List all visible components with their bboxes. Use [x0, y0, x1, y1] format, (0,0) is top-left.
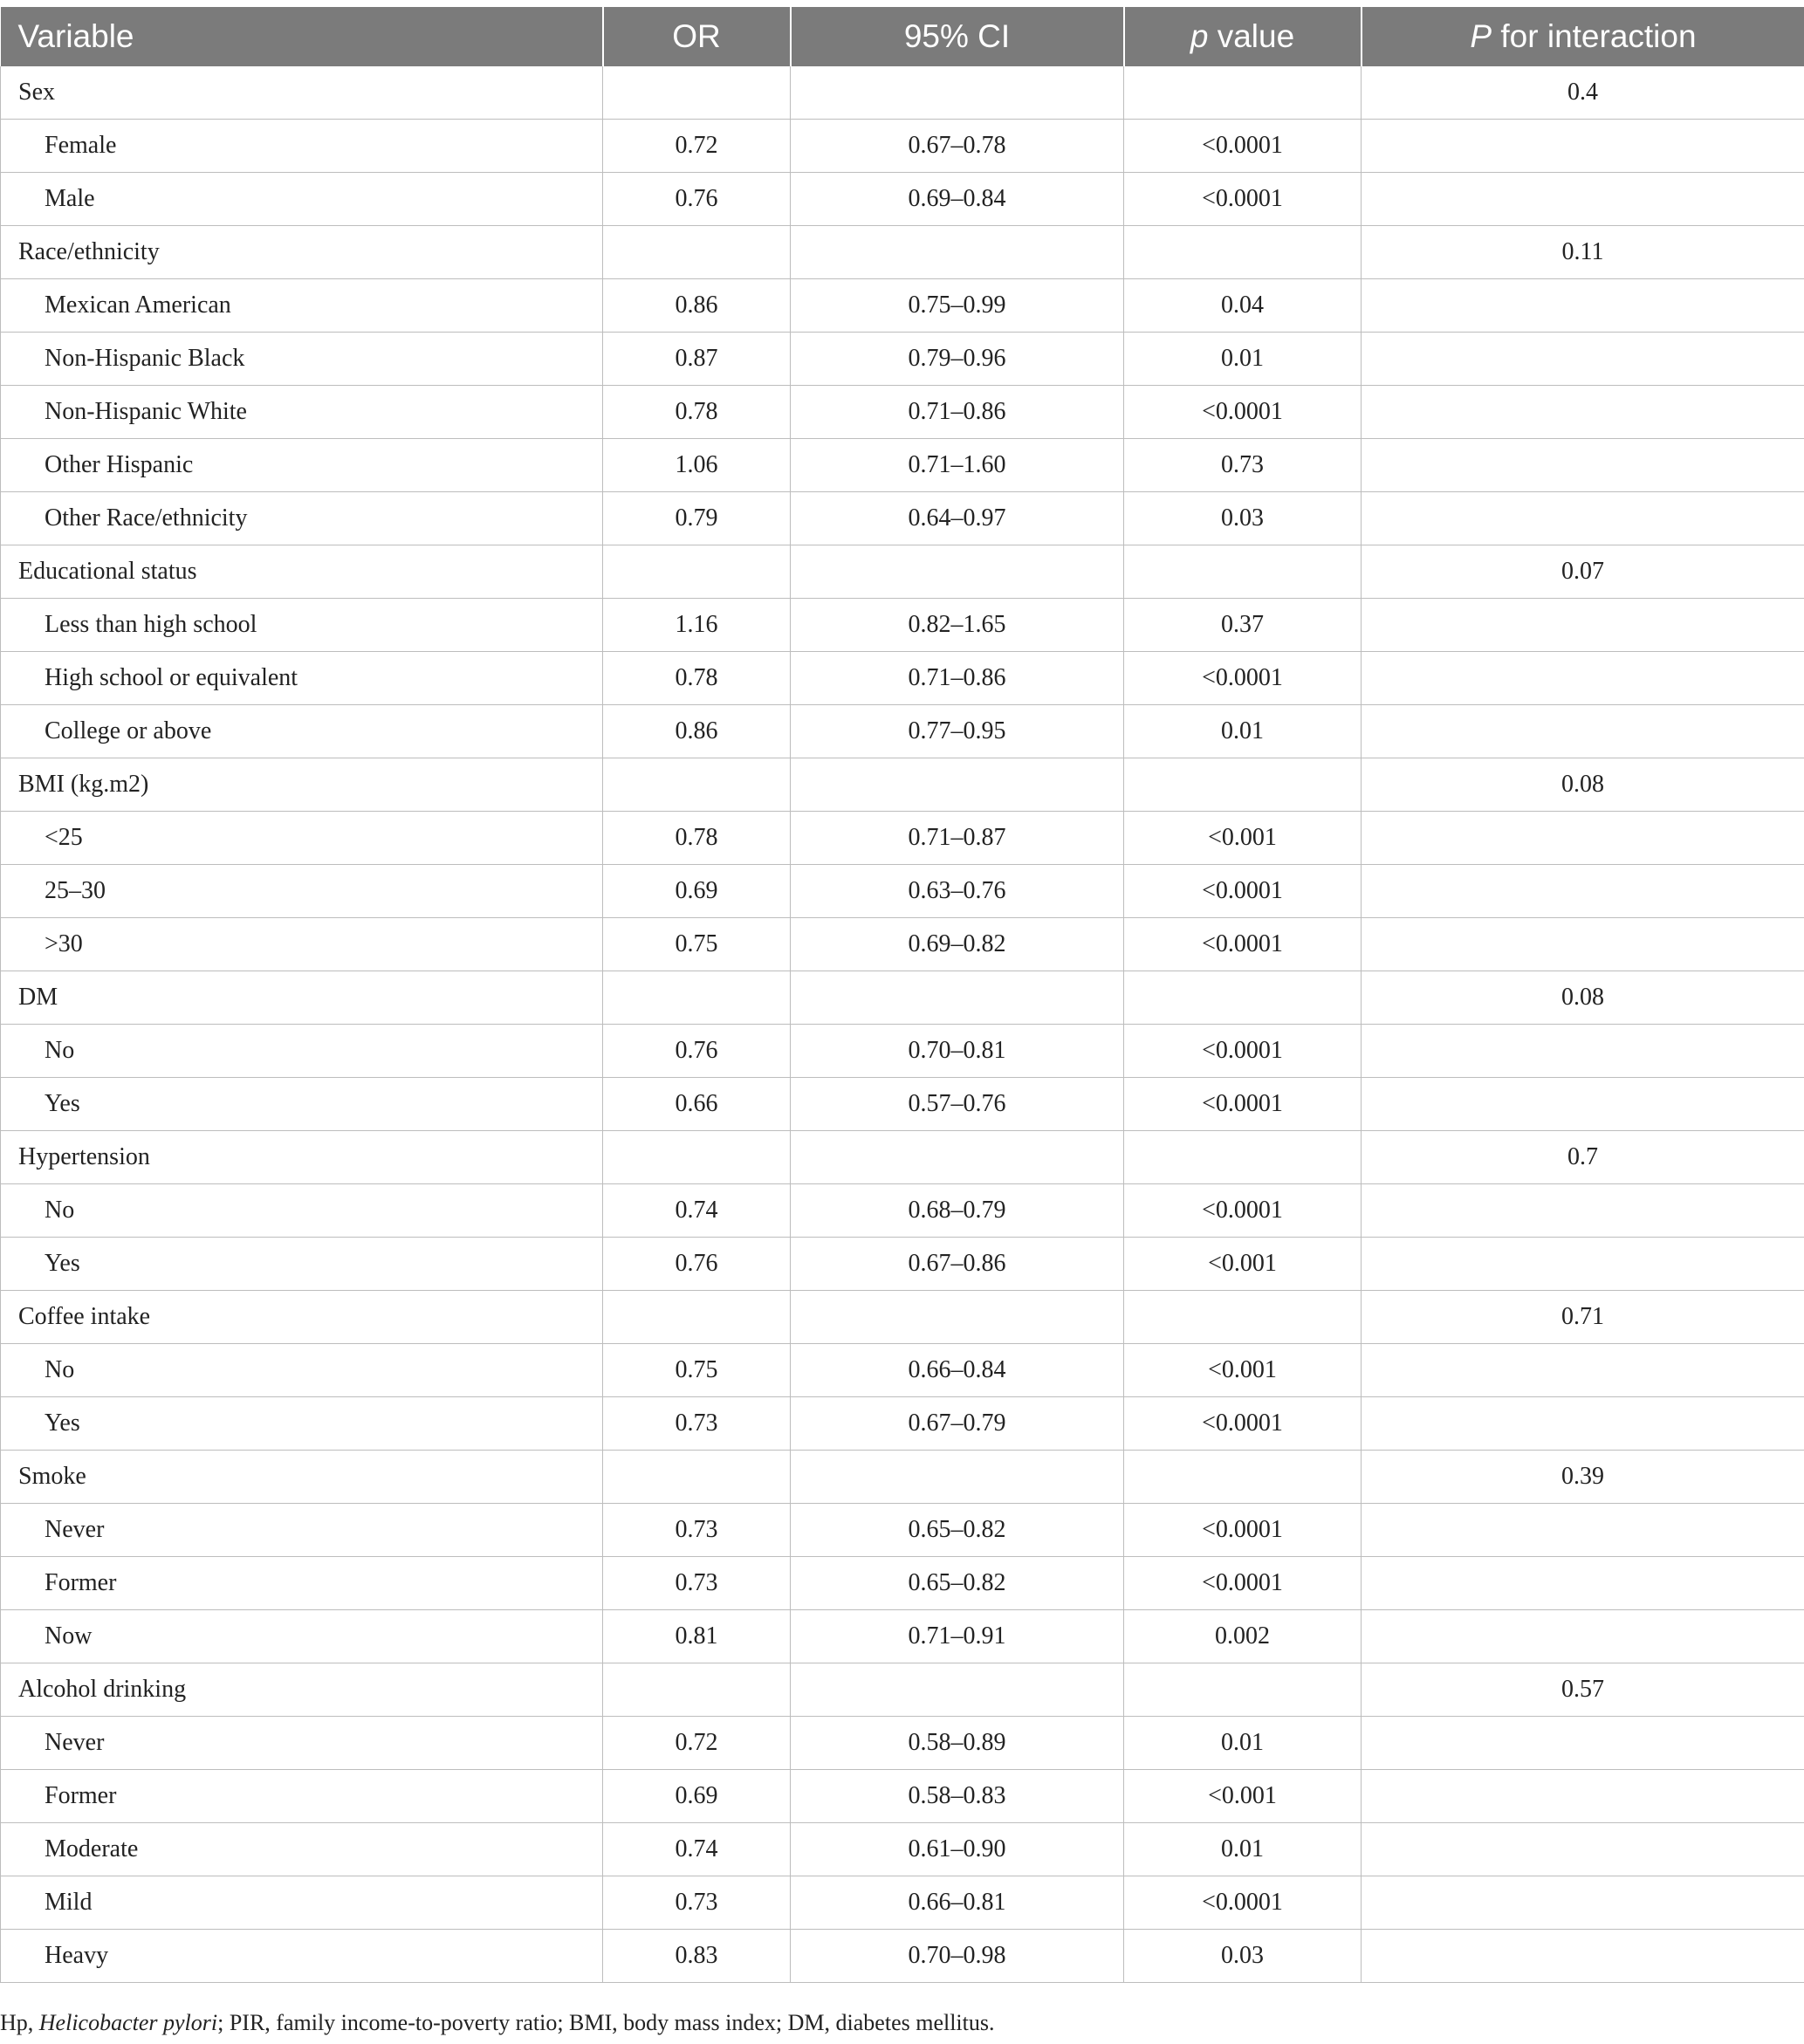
cell-ci: 0.63–0.76 [791, 865, 1124, 918]
footnote-part2: ; PIR, family income-to-poverty ratio; BMI, body mass index; DM, diabetes mellitus. [217, 2010, 995, 2035]
cell-or: 0.75 [603, 918, 791, 971]
cell-p-interaction [1362, 812, 1804, 865]
cell-ci: 0.65–0.82 [791, 1504, 1124, 1557]
cell-p-interaction [1362, 439, 1804, 492]
cell-p-value: <0.0001 [1124, 1078, 1362, 1131]
cell-variable: Smoke [1, 1451, 603, 1504]
cell-ci: 0.71–1.60 [791, 439, 1124, 492]
cell-p-interaction [1362, 1344, 1804, 1397]
cell-p-value: <0.0001 [1124, 1876, 1362, 1930]
cell-ci: 0.66–0.81 [791, 1876, 1124, 1930]
cell-p-interaction: 0.08 [1362, 971, 1804, 1025]
cell-or: 0.86 [603, 705, 791, 758]
cell-variable: 25–30 [1, 865, 603, 918]
cell-p-interaction [1362, 173, 1804, 226]
table-row [1, 1770, 1804, 1823]
cell-or: 0.73 [603, 1876, 791, 1930]
cell-ci: 0.70–0.81 [791, 1025, 1124, 1078]
table-row [1, 1078, 1804, 1131]
table-row [1, 1025, 1804, 1078]
cell-ci: 0.58–0.89 [791, 1717, 1124, 1770]
cell-p-interaction: 0.07 [1362, 545, 1804, 599]
cell-or: 0.86 [603, 279, 791, 333]
cell-p-value: 0.03 [1124, 492, 1362, 545]
cell-or: 1.06 [603, 439, 791, 492]
cell-p-interaction: 0.71 [1362, 1291, 1804, 1344]
cell-p-interaction [1362, 120, 1804, 173]
cell-p-interaction [1362, 1184, 1804, 1238]
cell-ci: 0.67–0.79 [791, 1397, 1124, 1451]
cell-ci: 0.67–0.78 [791, 120, 1124, 173]
table-row [1, 1184, 1804, 1238]
cell-or [603, 1131, 791, 1184]
cell-or: 0.73 [603, 1504, 791, 1557]
table-group-row [1, 971, 1804, 1025]
cell-or: 0.73 [603, 1397, 791, 1451]
cell-p-value: <0.001 [1124, 1344, 1362, 1397]
footnote-italic: Helicobacter pylori [38, 2010, 218, 2035]
header-p-value [1124, 7, 1362, 66]
cell-p-value: 0.01 [1124, 705, 1362, 758]
table-row [1, 812, 1804, 865]
cell-ci [791, 226, 1124, 279]
cell-p-value [1124, 1451, 1362, 1504]
cell-variable: No [1, 1025, 603, 1078]
cell-variable: Alcohol drinking [1, 1663, 603, 1717]
table-group-row [1, 1663, 1804, 1717]
cell-ci: 0.70–0.98 [791, 1930, 1124, 1983]
cell-p-value: 0.03 [1124, 1930, 1362, 1983]
table-row [1, 1823, 1804, 1876]
cell-p-value: <0.0001 [1124, 1184, 1362, 1238]
cell-variable: >30 [1, 918, 603, 971]
cell-ci: 0.79–0.96 [791, 333, 1124, 386]
cell-p-interaction [1362, 492, 1804, 545]
cell-ci: 0.71–0.91 [791, 1610, 1124, 1663]
table-row [1, 1930, 1804, 1983]
cell-p-interaction: 0.57 [1362, 1663, 1804, 1717]
cell-or: 0.74 [603, 1823, 791, 1876]
header-or: OR [603, 7, 791, 66]
cell-variable: High school or equivalent [1, 652, 603, 705]
cell-p-value: <0.0001 [1124, 652, 1362, 705]
table-row [1, 1557, 1804, 1610]
cell-or: 0.72 [603, 1717, 791, 1770]
cell-ci: 0.64–0.97 [791, 492, 1124, 545]
table-group-row [1, 1451, 1804, 1504]
cell-p-interaction [1362, 1610, 1804, 1663]
table-row [1, 705, 1804, 758]
cell-p-interaction [1362, 1823, 1804, 1876]
cell-p-value [1124, 1291, 1362, 1344]
cell-ci [791, 1291, 1124, 1344]
cell-or [603, 66, 791, 120]
header-p-interaction [1362, 7, 1804, 66]
cell-or: 0.78 [603, 652, 791, 705]
cell-p-value: <0.0001 [1124, 173, 1362, 226]
cell-ci: 0.69–0.84 [791, 173, 1124, 226]
cell-variable: Race/ethnicity [1, 226, 603, 279]
table-row [1, 386, 1804, 439]
cell-ci [791, 1131, 1124, 1184]
cell-p-value: <0.0001 [1124, 1504, 1362, 1557]
table-group-row [1, 1131, 1804, 1184]
cell-ci: 0.67–0.86 [791, 1238, 1124, 1291]
cell-or [603, 971, 791, 1025]
table-row [1, 865, 1804, 918]
cell-p-value [1124, 971, 1362, 1025]
cell-variable: No [1, 1184, 603, 1238]
cell-p-value: 0.01 [1124, 1717, 1362, 1770]
table-row [1, 1717, 1804, 1770]
header-pint-rest: for interaction [1492, 18, 1697, 54]
cell-ci: 0.71–0.87 [791, 812, 1124, 865]
table-row [1, 1504, 1804, 1557]
cell-ci [791, 66, 1124, 120]
cell-variable: Non-Hispanic Black [1, 333, 603, 386]
footnote-part1: Hp, [0, 2010, 39, 2035]
cell-or [603, 1663, 791, 1717]
cell-ci [791, 758, 1124, 812]
cell-variable: Never [1, 1504, 603, 1557]
cell-ci: 0.75–0.99 [791, 279, 1124, 333]
table-row [1, 1610, 1804, 1663]
table-row [1, 1397, 1804, 1451]
cell-variable: Yes [1, 1397, 603, 1451]
cell-ci [791, 1663, 1124, 1717]
cell-p-interaction [1362, 865, 1804, 918]
cell-variable: Sex [1, 66, 603, 120]
cell-ci: 0.66–0.84 [791, 1344, 1124, 1397]
cell-or: 0.81 [603, 1610, 791, 1663]
cell-variable: Heavy [1, 1930, 603, 1983]
cell-variable: Yes [1, 1238, 603, 1291]
cell-p-interaction [1362, 386, 1804, 439]
cell-variable: No [1, 1344, 603, 1397]
cell-or: 0.78 [603, 386, 791, 439]
cell-p-value [1124, 1663, 1362, 1717]
cell-variable: Yes [1, 1078, 603, 1131]
table-row [1, 279, 1804, 333]
cell-p-interaction: 0.7 [1362, 1131, 1804, 1184]
table-row [1, 120, 1804, 173]
table-row [1, 1876, 1804, 1930]
header-variable: Variable [1, 7, 603, 66]
cell-or: 0.66 [603, 1078, 791, 1131]
cell-variable: Female [1, 120, 603, 173]
table-footnote [0, 2010, 995, 2036]
header-row [1, 7, 1804, 66]
cell-p-interaction [1362, 1717, 1804, 1770]
cell-variable: Non-Hispanic White [1, 386, 603, 439]
cell-p-value: <0.001 [1124, 812, 1362, 865]
cell-p-value: <0.0001 [1124, 1397, 1362, 1451]
cell-p-interaction [1362, 1876, 1804, 1930]
table-group-row [1, 226, 1804, 279]
table-row [1, 439, 1804, 492]
cell-or: 0.74 [603, 1184, 791, 1238]
cell-ci: 0.77–0.95 [791, 705, 1124, 758]
cell-ci: 0.57–0.76 [791, 1078, 1124, 1131]
cell-p-interaction [1362, 1770, 1804, 1823]
table-row [1, 599, 1804, 652]
cell-ci [791, 1451, 1124, 1504]
cell-p-interaction [1362, 1238, 1804, 1291]
cell-variable: Male [1, 173, 603, 226]
cell-p-value: <0.0001 [1124, 386, 1362, 439]
cell-or: 0.69 [603, 865, 791, 918]
table-row [1, 173, 1804, 226]
cell-p-value: <0.0001 [1124, 865, 1362, 918]
cell-or [603, 1291, 791, 1344]
cell-or: 0.76 [603, 1238, 791, 1291]
cell-or [603, 758, 791, 812]
cell-p-interaction [1362, 1397, 1804, 1451]
cell-or [603, 545, 791, 599]
table-header [1, 7, 1804, 66]
header-p-rest: value [1208, 18, 1295, 54]
cell-variable: Moderate [1, 1823, 603, 1876]
cell-p-value: <0.0001 [1124, 918, 1362, 971]
cell-p-interaction [1362, 599, 1804, 652]
cell-p-interaction: 0.39 [1362, 1451, 1804, 1504]
cell-p-value [1124, 226, 1362, 279]
cell-or: 0.75 [603, 1344, 791, 1397]
cell-or: 0.76 [603, 1025, 791, 1078]
cell-or: 1.16 [603, 599, 791, 652]
cell-p-interaction [1362, 918, 1804, 971]
table-group-row [1, 66, 1804, 120]
cell-or: 0.73 [603, 1557, 791, 1610]
cell-or: 0.83 [603, 1930, 791, 1983]
cell-p-interaction: 0.08 [1362, 758, 1804, 812]
cell-variable: Mexican American [1, 279, 603, 333]
cell-variable: Hypertension [1, 1131, 603, 1184]
table-group-row [1, 1291, 1804, 1344]
cell-variable: Educational status [1, 545, 603, 599]
cell-p-interaction [1362, 1930, 1804, 1983]
cell-ci [791, 545, 1124, 599]
cell-or [603, 1451, 791, 1504]
cell-or: 0.72 [603, 120, 791, 173]
cell-p-value [1124, 1131, 1362, 1184]
cell-ci [791, 971, 1124, 1025]
cell-p-value: 0.01 [1124, 333, 1362, 386]
cell-p-value: 0.01 [1124, 1823, 1362, 1876]
cell-variable: Former [1, 1770, 603, 1823]
cell-p-value: 0.37 [1124, 599, 1362, 652]
cell-variable: Other Race/ethnicity [1, 492, 603, 545]
cell-or: 0.78 [603, 812, 791, 865]
cell-p-interaction [1362, 1504, 1804, 1557]
cell-or: 0.76 [603, 173, 791, 226]
cell-p-interaction [1362, 652, 1804, 705]
cell-p-value: <0.0001 [1124, 1557, 1362, 1610]
cell-variable: Former [1, 1557, 603, 1610]
cell-p-value: <0.001 [1124, 1238, 1362, 1291]
cell-p-interaction [1362, 1557, 1804, 1610]
table-group-row [1, 758, 1804, 812]
cell-ci: 0.61–0.90 [791, 1823, 1124, 1876]
cell-ci: 0.69–0.82 [791, 918, 1124, 971]
cell-variable: BMI (kg.m2) [1, 758, 603, 812]
cell-variable: Now [1, 1610, 603, 1663]
table-row [1, 1238, 1804, 1291]
cell-or: 0.69 [603, 1770, 791, 1823]
cell-p-interaction: 0.11 [1362, 226, 1804, 279]
cell-variable: <25 [1, 812, 603, 865]
cell-p-interaction: 0.4 [1362, 66, 1804, 120]
cell-ci: 0.68–0.79 [791, 1184, 1124, 1238]
cell-p-value [1124, 758, 1362, 812]
cell-p-interaction [1362, 1078, 1804, 1131]
header-ci: 95% CI [791, 7, 1124, 66]
cell-p-interaction [1362, 1025, 1804, 1078]
cell-variable: Other Hispanic [1, 439, 603, 492]
header-pint-italic: P [1470, 18, 1492, 54]
cell-p-value: <0.0001 [1124, 1025, 1362, 1078]
cell-ci: 0.58–0.83 [791, 1770, 1124, 1823]
cell-or: 0.87 [603, 333, 791, 386]
table-row [1, 492, 1804, 545]
table-row [1, 652, 1804, 705]
table-row [1, 333, 1804, 386]
cell-p-value [1124, 545, 1362, 599]
cell-variable: Never [1, 1717, 603, 1770]
cell-variable: DM [1, 971, 603, 1025]
cell-variable: Mild [1, 1876, 603, 1930]
cell-p-interaction [1362, 705, 1804, 758]
cell-variable: College or above [1, 705, 603, 758]
cell-variable: Coffee intake [1, 1291, 603, 1344]
table-row [1, 1344, 1804, 1397]
cell-p-value: 0.002 [1124, 1610, 1362, 1663]
cell-p-interaction [1362, 279, 1804, 333]
table-group-row [1, 545, 1804, 599]
cell-ci: 0.82–1.65 [791, 599, 1124, 652]
table-body [1, 66, 1804, 1983]
cell-p-interaction [1362, 333, 1804, 386]
cell-ci: 0.65–0.82 [791, 1557, 1124, 1610]
table-row [1, 918, 1804, 971]
cell-p-value: <0.001 [1124, 1770, 1362, 1823]
cell-p-value: 0.04 [1124, 279, 1362, 333]
cell-ci: 0.71–0.86 [791, 652, 1124, 705]
cell-variable: Less than high school [1, 599, 603, 652]
header-p-italic: p [1190, 18, 1209, 54]
subgroup-analysis-table [0, 7, 1804, 1983]
cell-p-value: 0.73 [1124, 439, 1362, 492]
cell-ci: 0.71–0.86 [791, 386, 1124, 439]
cell-or [603, 226, 791, 279]
cell-or: 0.79 [603, 492, 791, 545]
cell-p-value [1124, 66, 1362, 120]
results-table-container [0, 7, 1804, 1983]
cell-p-value: <0.0001 [1124, 120, 1362, 173]
